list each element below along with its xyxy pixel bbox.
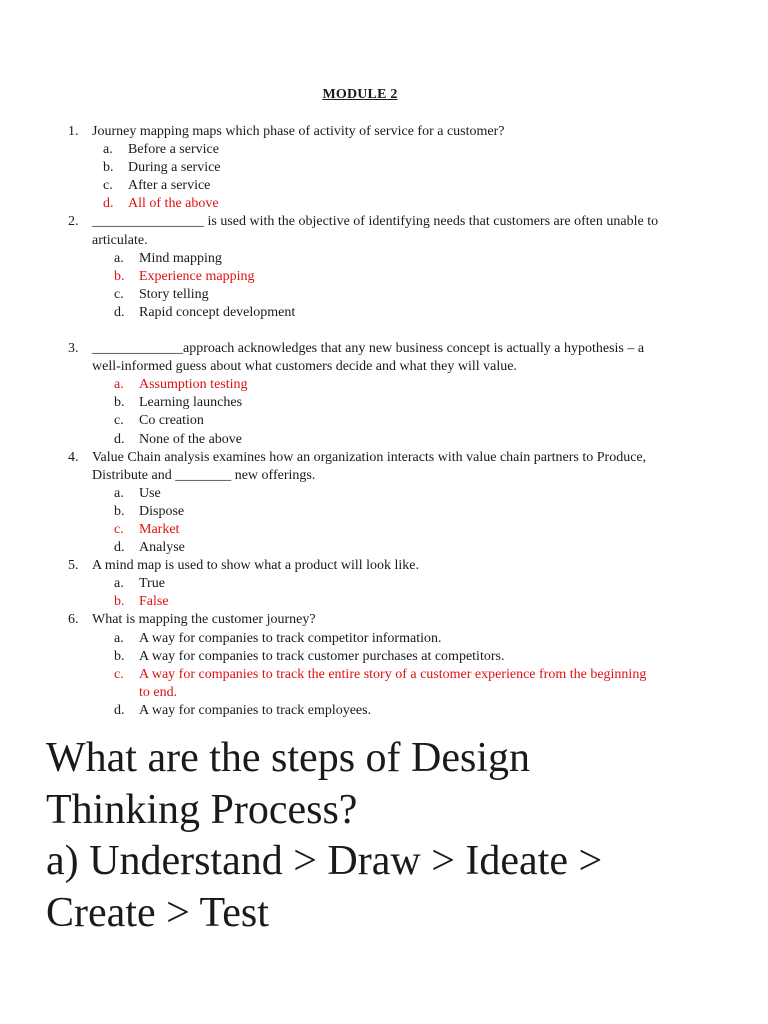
question-5 [0,557,768,611]
option-letter: a. [114,576,124,592]
question-text: _____________approach acknowledges that any new business concept is actually a hypothesis – a well-informed guess about what customers decide and what they will value. [92,341,645,375]
option-text: A way for companies to track the entire story of a customer experience from the beginning to end. [139,666,647,700]
option-text: True [139,576,165,592]
option-letter: b. [114,648,125,664]
answer-option [0,485,768,503]
option-letter: c. [114,413,124,429]
option-text: A way for companies to track customer purchases at competitors. [139,648,505,664]
option-letter: d. [103,196,114,212]
question-3 [0,340,768,449]
option-letter: a. [114,630,124,646]
page-title: MODULE 2 [322,87,398,102]
question-6 [0,611,768,720]
option-text: Co creation [139,413,204,429]
option-letter: a. [103,142,113,158]
answer-option [0,250,768,268]
option-text: Rapid concept development [139,304,296,320]
option-text: Market [139,521,180,537]
question-number: 6. [68,612,79,628]
option-text: Dispose [139,503,185,519]
question-2 [0,213,768,322]
design-thinking-question [46,733,746,939]
answer-option [0,503,768,521]
option-text: Experience mapping [139,268,255,284]
answer-option [0,539,768,557]
question-text: What is mapping the customer journey? [92,612,316,628]
option-letter: d. [114,431,125,447]
answer-option-correct [0,376,768,394]
answer-option [0,630,768,648]
option-text: None of the above [139,431,243,447]
big-question-line: Thinking Process? [46,786,358,833]
option-text: Assumption testing [139,377,248,393]
answer-option [0,304,768,322]
option-text: Story telling [139,286,209,302]
option-letter: b. [114,395,125,411]
answer-option [0,575,768,593]
question-text: Journey mapping maps which phase of activity of service for a customer? [92,124,505,139]
option-text: Use [139,485,161,501]
option-letter: a. [114,485,124,501]
option-letter: c. [114,666,124,682]
big-question-line: Create > Test [46,889,269,936]
question-text: Value Chain analysis examines how an organization interacts with value chain partners to Produce, Distribute and ________ new offerings. [92,449,647,483]
option-text: After a service [128,178,211,194]
question-number: 3. [68,341,79,357]
option-text: During a service [128,160,221,176]
option-text: Analyse [139,540,185,556]
option-text: Mind mapping [139,250,222,266]
option-letter: c. [114,286,124,302]
answer-option [0,648,768,666]
option-text: All of the above [128,196,219,212]
question-number: 4. [68,449,79,465]
answer-option-correct [0,195,768,213]
big-question-line: What are the steps of Design [46,735,531,781]
answer-option [0,431,768,449]
option-letter: a. [114,377,124,393]
answer-option [0,159,768,177]
answer-option [0,177,768,195]
quiz-list [0,123,768,720]
question-number: 2. [68,214,79,230]
big-question-line: a) Understand > Draw > Ideate > [46,838,603,884]
question-1 [0,123,768,213]
option-letter: a. [114,250,124,266]
option-text: Learning launches [139,395,243,411]
option-letter: d. [114,304,125,320]
answer-option [0,141,768,159]
question-text: A mind map is used to show what a product will look like. [92,558,420,574]
option-letter: b. [114,503,125,519]
option-letter: b. [103,160,114,176]
option-text: False [139,594,169,610]
option-letter: c. [114,521,124,537]
blank-line [0,322,768,340]
option-letter: b. [114,268,125,284]
answer-option-correct [0,666,768,702]
question-number: 1. [68,124,79,139]
answer-option-correct [0,521,768,539]
answer-option-correct [0,268,768,286]
answer-option [0,702,768,720]
answer-option [0,286,768,304]
option-text: A way for companies to track employees. [139,702,372,718]
option-text: Before a service [128,142,219,158]
option-letter: c. [103,178,113,194]
answer-option [0,394,768,412]
question-number: 5. [68,558,79,574]
question-text: ________________ is used with the objective of identifying needs that customers are often unable to articulate. [92,214,659,248]
answer-option [0,412,768,430]
option-text: A way for companies to track competitor information. [139,630,442,646]
option-letter: d. [114,540,125,556]
question-4 [0,449,768,558]
answer-option-correct [0,593,768,611]
option-letter: d. [114,702,125,718]
option-letter: b. [114,594,125,610]
